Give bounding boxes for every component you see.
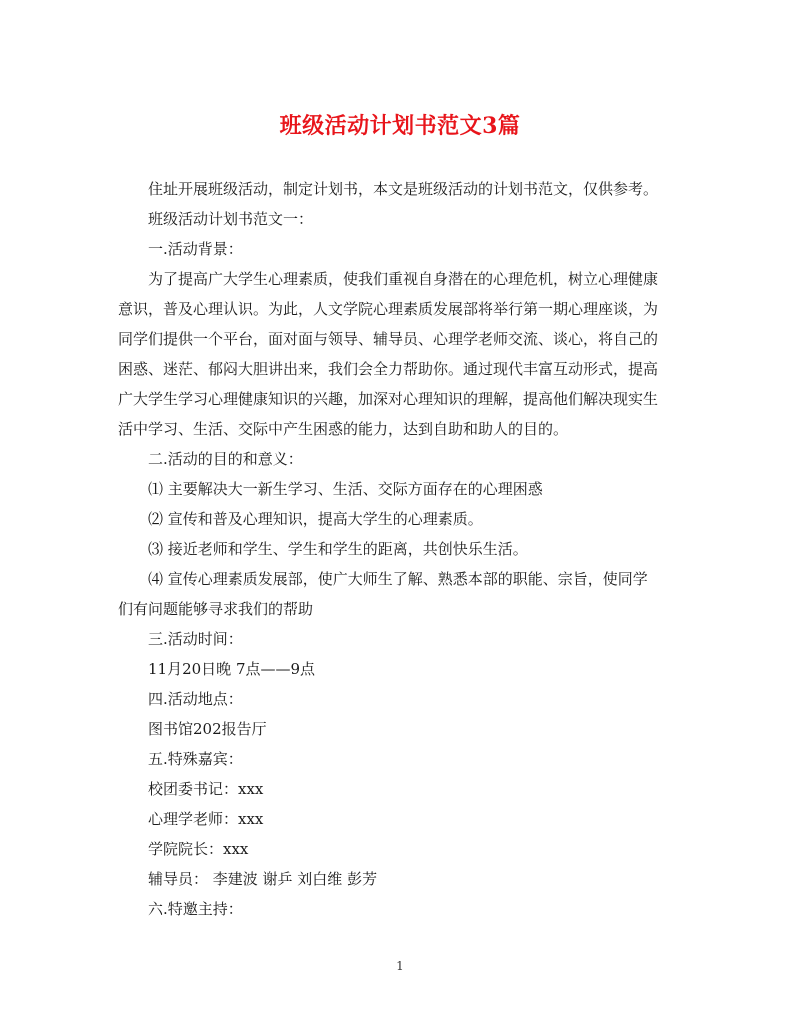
paragraph-line: 活中学习、生活、交际中产生困惑的能力，达到自助和助人的目的。 [118,420,569,438]
background-paragraph [118,264,684,444]
guest-item: 辅导员： 李建波 谢乒 刘白维 彭芳 [148,870,378,888]
purpose-item-continuation: 们有问题能够寻求我们的帮助 [118,600,314,618]
document-title: 班级活动计划书范文3篇 [279,113,521,139]
paragraph-line: 为了提高广大学生心理素质，使我们重视自身潜在的心理危机，树立心理健康 [148,270,659,288]
section-heading-time: 三.活动时间： [148,630,243,648]
event-location: 图书馆202报告厅 [148,720,267,738]
purpose-item: ⑵ 宣传和普及心理知识，提高大学生的心理素质。 [148,510,483,528]
paragraph-line: 困惑、迷茫、郁闷大胆讲出来，我们会全力帮助你。通过现代丰富互动形式，提高 [118,360,659,378]
document-body [118,174,684,924]
section-heading-host: 六.特邀主持： [148,900,243,918]
paragraph-line: 广大学生学习心理健康知识的兴趣，加深对心理知识的理解，提高他们解决现实生 [118,390,659,408]
section-heading-guests: 五.特殊嘉宾： [148,750,243,768]
section-heading-background: 一.活动背景： [148,240,243,258]
paragraph-line: 意识，普及心理认识。为此，人文学院心理素质发展部将举行第一期心理座谈，为 [118,300,659,318]
section-heading-location: 四.活动地点： [148,690,243,708]
guest-item: 校团委书记：xxx [148,780,264,798]
sample-heading: 班级活动计划书范文一： [148,210,314,228]
event-time: 11月20日晚 7点——9点 [148,660,316,678]
guest-item: 学院院长：xxx [148,840,249,858]
page-number: 1 [396,959,404,973]
purpose-item: ⑴ 主要解决大一新生学习、生活、交际方面存在的心理困惑 [148,480,543,498]
purpose-item: ⑶ 接近老师和学生、学生和学生的距离，共创快乐生活。 [148,540,528,558]
section-heading-purpose: 二.活动的目的和意义： [148,450,303,468]
purpose-item: ⑷ 宣传心理素质发展部，使广大师生了解、熟悉本部的职能、宗旨，使同学 [148,570,648,588]
guest-item: 心理学老师：xxx [148,810,264,828]
paragraph-line: 同学们提供一个平台，面对面与领导、辅导员、心理学老师交流、谈心，将自己的 [118,330,659,348]
intro-paragraph: 住址开展班级活动，制定计划书，本文是班级活动的计划书范文，仅供参考。 [148,180,659,198]
